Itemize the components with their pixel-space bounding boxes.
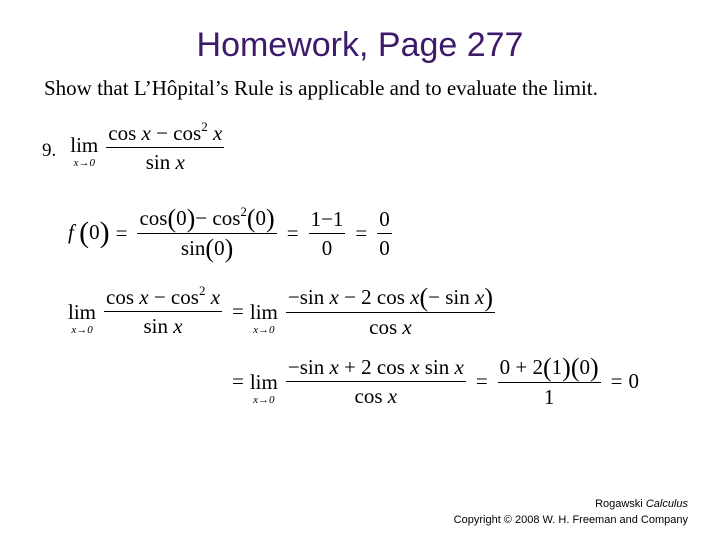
equals-sign: = (355, 220, 368, 245)
footer-book-line: Rogawski Calculus (595, 498, 688, 510)
limit-operator: lim x→0 (249, 369, 278, 406)
substituted-fraction: $\frac{0 + 2(1)(0)}{1}$ (499, 353, 599, 409)
problem-fraction (106, 119, 224, 175)
f0-label: f (0) (68, 216, 110, 250)
lim-subscript: x→0 (73, 156, 95, 169)
problem-statement (42, 119, 228, 175)
equals-sign: = (475, 369, 488, 394)
problem-numerator: $\cos x - \cos^2 x$ (106, 122, 224, 148)
limit-operator (70, 132, 99, 169)
indeterminate-fraction: $\frac{0}{0}$ (379, 206, 390, 260)
f0-denominator: sin(0) (180, 233, 234, 263)
footer-copyright-line: Copyright © 2008 W. H. Freeman and Company (453, 514, 688, 526)
f0-numerator: $\cos(0)- \cos^2(0)$ (139, 204, 275, 233)
simplified-fraction: $\frac{\text{−sin x + 2 cos x sin x}}{\text{cos x}}$ (287, 355, 464, 409)
f0-evaluation (68, 204, 396, 263)
lhopital-step-1 (68, 283, 499, 339)
instruction-text: Show that L’Hôpital’s Rule is applicable and to evaluate the limit. (44, 76, 598, 100)
copyright-footer (454, 496, 688, 528)
derivative-fraction: $\frac{\text{−sin x − 2 cos x(− sin x)}}{\text{cos x}}$ (287, 283, 494, 339)
equals-sign: = (232, 299, 244, 324)
lim-word: lim (70, 132, 99, 157)
equals-sign: = (286, 220, 299, 245)
limit-operator: lim x→0 (68, 299, 97, 336)
intermediate-fraction: $\frac{1-1}{0}$ (310, 206, 344, 260)
slide-title: Homework, Page 277 (196, 26, 524, 64)
original-fraction: $\frac{\cos x - \cos^2 x}{\text{sin x}}$ (106, 283, 221, 339)
equals-sign: = (115, 220, 128, 245)
equals-sign: = (610, 369, 623, 394)
final-result: 0 (628, 369, 640, 394)
lhopital-step-2 (232, 353, 640, 409)
problem-number: 9. (42, 140, 57, 162)
limit-operator: lim x→0 (249, 299, 278, 336)
f0-fraction (137, 204, 276, 263)
equals-sign: = (232, 369, 244, 394)
problem-denominator: sin x (145, 150, 185, 175)
